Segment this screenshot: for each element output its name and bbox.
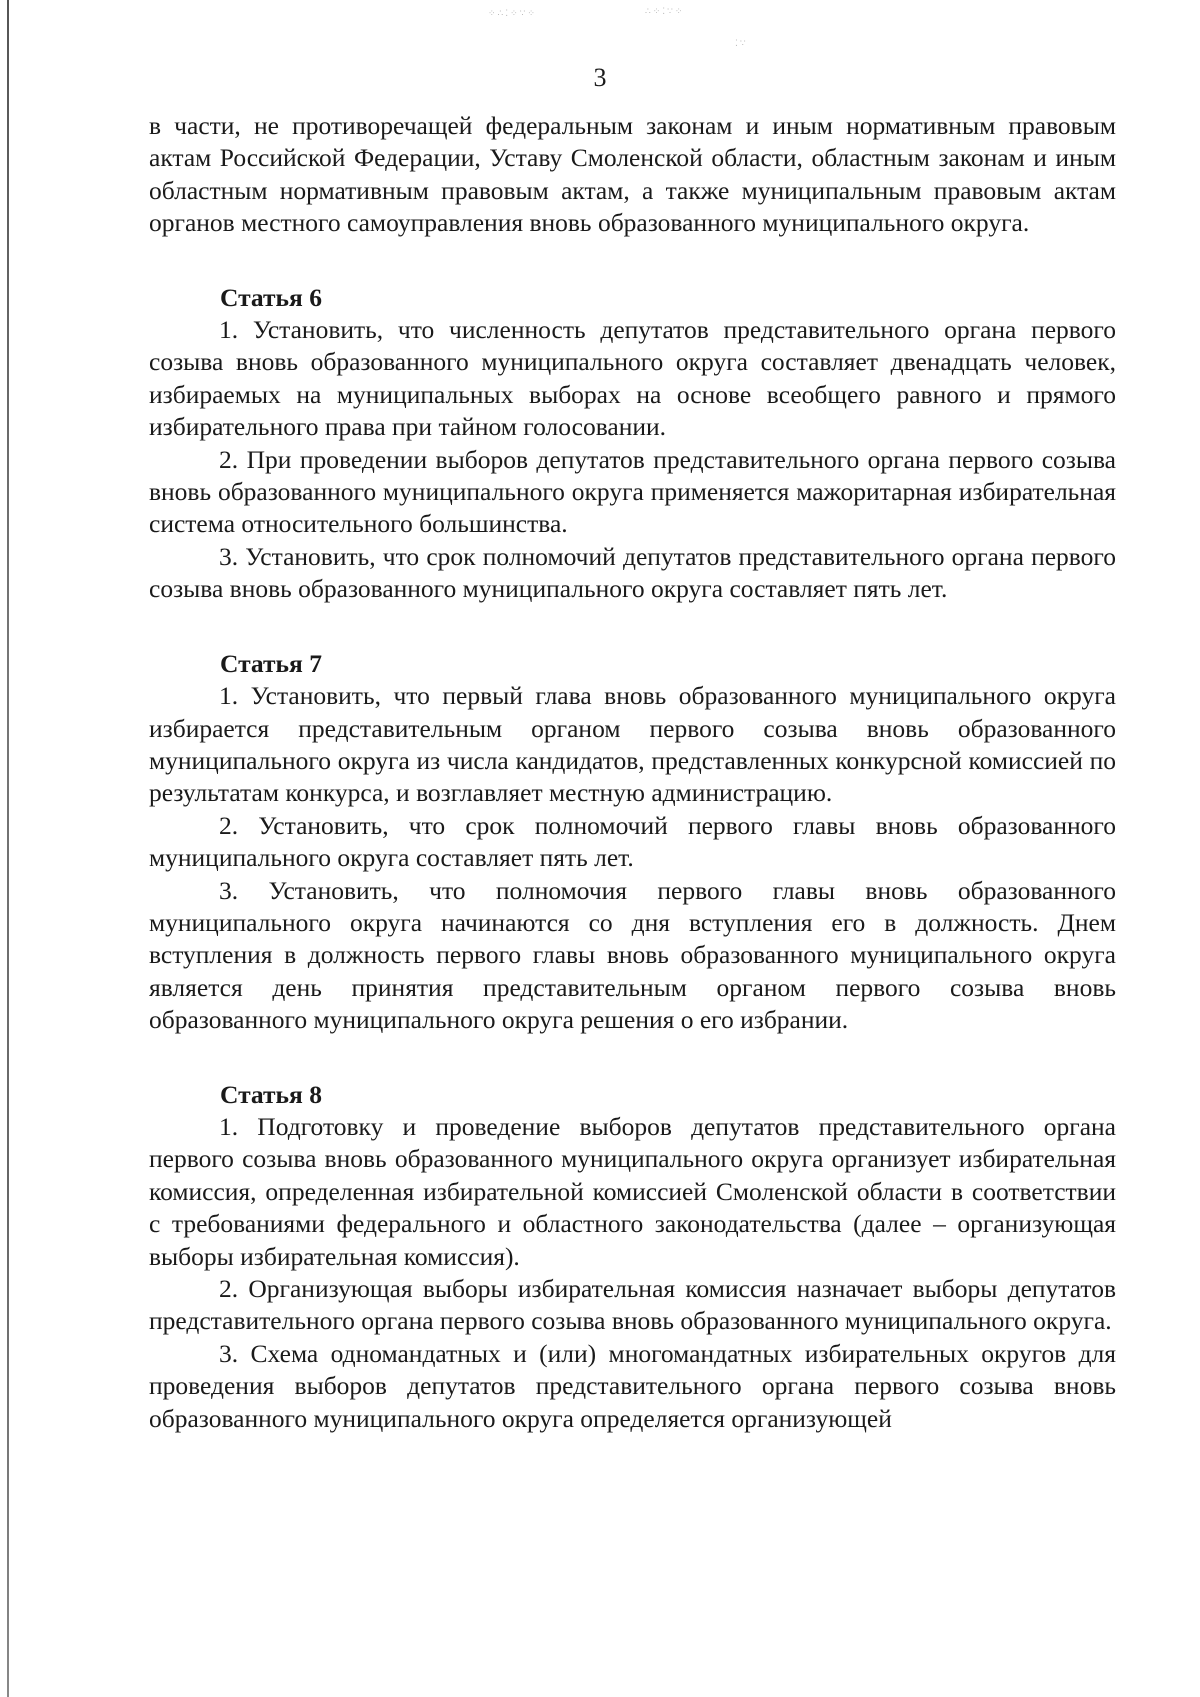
article-paragraph: 2. Организующая выборы избирательная комиссия назначает выборы депутатов представительного органа первого созыва вновь образованного муниципального округа. xyxy=(149,1274,1116,1336)
scan-noise-top-far-right: ⁚∵ xyxy=(735,38,748,48)
article-8 xyxy=(149,1079,1116,1435)
article-7 xyxy=(149,648,1116,1037)
article-paragraph: 1. Подготовку и проведение выборов депутатов представительного органа первого созыва вновь образованного муниципального округа организует избирательная комиссия, определенная избирательной комиссией Смоленской области в соответствии с требованиями федерального и областного законодательства (далее – организующая выборы избирательная комиссия). xyxy=(149,1111,1116,1271)
article-paragraph: 1. Установить, что первый глава вновь образованного муниципального округа избирается представительным органом первого созыва вновь образованного муниципального округа из числа кандидатов, представленных конкурсной комиссией по результатам конкурса, и возглавляет местную администрацию. xyxy=(149,681,1116,808)
intro-paragraph: в части, не противоречащей федеральным законам и иным нормативным правовым актам Российской Федерации, Уставу Смоленской области, областным законам и иным областным нормативным правовым актам, а также муниципальным правовым актам органов местного самоуправления вновь образованного муниципального округа. xyxy=(149,111,1116,238)
article-paragraph: 3. Схема одномандатных и (или) многомандатных избирательных округов для проведения выборов депутатов представительного органа первого созыва вновь образованного муниципального округа определяется организующей xyxy=(149,1338,1116,1433)
article-paragraph: 1. Установить, что численность депутатов представительного органа первого созыва вновь образованного муниципального округа составляет двенадцать человек, избираемых на муниципальных выборах на основе всеобщего равного и прямого избирательного права при тайном голосовании. xyxy=(149,315,1116,442)
article-paragraph: 3. Установить, что срок полномочий депутатов представительного органа первого созыва вновь образованного муниципального округа составляет пять лет. xyxy=(149,541,1116,604)
article-heading: Статья 8 xyxy=(220,1079,322,1109)
article-paragraph: 2. При проведении выборов депутатов представительного органа первого созыва вновь образованного муниципального округа применяется мажоритарная избирательная система относительного большинства. xyxy=(149,444,1116,539)
scan-noise-top-right: ∴⁘⁚∵⁘ xyxy=(645,6,685,16)
scan-noise-top-left: ⁘∴⁚⁘∵⁘ xyxy=(488,8,537,18)
article-paragraph: 3. Установить, что полномочия первого главы вновь образованного муниципального округа начинаются со дня вступления его в должность. Днем вступления в должность первого главы вновь образованного муниципального округа является день принятия представительным органом первого созыва вновь образованного муниципального округа решения о его избрании. xyxy=(149,875,1116,1035)
article-heading: Статья 6 xyxy=(220,282,322,312)
page-number: 3 xyxy=(593,63,607,92)
article-heading: Статья 7 xyxy=(220,648,322,678)
article-paragraph: 2. Установить, что срок полномочий первого главы вновь образованного муниципального округа составляет пять лет. xyxy=(149,810,1116,873)
article-6 xyxy=(149,282,1116,606)
document-body xyxy=(149,110,1116,1435)
scan-page-edge xyxy=(7,0,9,1697)
